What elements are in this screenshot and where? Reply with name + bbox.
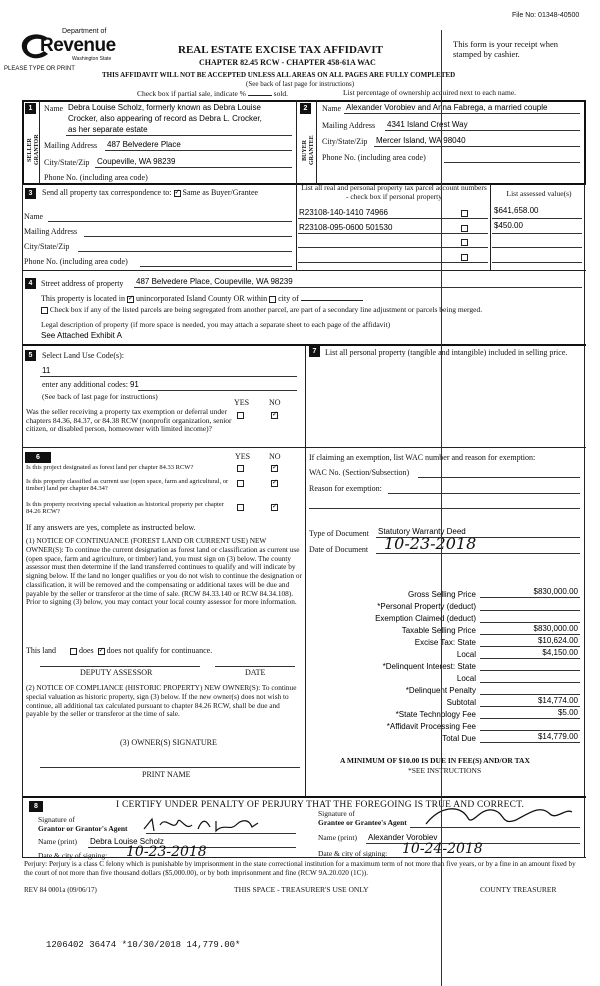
s4-segregated-label: Check box if any of the listed parcels are being segregated from another parcel, are part of a secondary line adjustment or parcels being merged. [49, 305, 483, 314]
unincorporated-checkbox[interactable] [127, 296, 134, 303]
s7-doc-date-label: Date of Document [309, 545, 369, 554]
s7-reason: Reason for exemption: [309, 484, 382, 493]
tax-minimum: A MINIMUM OF $10.00 IS DUE IN FEE(S) AND/OR TAX [340, 756, 530, 765]
s6-yes-label: YES [235, 452, 251, 461]
s4-unincorporated-label: unincorporated Island County OR within [135, 294, 268, 303]
s4-located-label: This property is located in [41, 294, 125, 303]
s3-city-label: City/State/Zip [24, 242, 70, 251]
ownership-note: List percentage of ownership acquired next to each name. [343, 88, 517, 97]
partial-pct-field[interactable] [248, 95, 272, 96]
s3-send-row [42, 188, 258, 197]
buyer-city[interactable]: Mercer Island, WA 98040 [376, 136, 466, 145]
s6-does-not-checkbox[interactable] [98, 648, 105, 655]
grantee-sig-label-1: Signature of [318, 809, 355, 818]
s6-q1-yes[interactable] [237, 465, 244, 472]
grantee-name[interactable]: Alexander Vorobiev [368, 833, 438, 842]
s5-see-back: (See back of last page for instructions) [42, 392, 158, 401]
parcel-personal-checkbox-3[interactable] [461, 239, 468, 246]
s5-land-use-label: Select Land Use Code(s): [42, 351, 124, 360]
grantor-sig-label-2: Grantor or Grantor's Agent [38, 824, 128, 833]
s6-q1: Is this project designated as forest land per chapter 84.33 RCW? [26, 464, 194, 471]
s5-additional-row [42, 380, 139, 389]
s5-exemption-no[interactable] [271, 412, 278, 419]
s6-q2-yes[interactable] [237, 480, 244, 487]
s4-segregated-row [41, 306, 482, 315]
s2-name-label: Name [322, 104, 342, 113]
parcel-number-1[interactable]: R23108-140-1410 74966 [299, 208, 388, 217]
s2-phone-label: Phone No. (including area code) [322, 153, 426, 162]
s4-city-of-label: city of [278, 294, 299, 303]
logo-word: Revenue [40, 35, 116, 56]
grantor-sig-label-1: Signature of [38, 815, 75, 824]
grantor-name[interactable]: Debra Louise Scholz [90, 837, 164, 846]
assessed-header: List assessed value(s) [506, 189, 572, 198]
parcel-personal-checkbox-4[interactable] [461, 254, 468, 261]
tax-label-0: Gross Selling Price [407, 590, 476, 599]
land-use-code[interactable]: 11 [42, 366, 51, 375]
s7-personal-property: List all personal property (tangible and intangible) included in selling price. [325, 348, 568, 357]
section-3-number: 3 [25, 188, 36, 199]
tax-value-10[interactable]: $5.00 [557, 708, 578, 717]
s6-does-not-label: does not [106, 646, 134, 655]
s1-name-label: Name [44, 104, 64, 113]
s3-same-as-label: Same as Buyer/Grantee [182, 188, 259, 197]
s6-q3-yes[interactable] [237, 504, 244, 511]
tax-label-10: *State Technology Fee [395, 710, 476, 719]
seller-grantor-label: SELLER GRANTOR [27, 134, 40, 166]
s4-legal-label: Legal description of property (if more space is needed, you may attach a separate sheet to each page of the affidavit) [41, 320, 391, 329]
s7-wac-no: WAC No. (Section/Subsection) [309, 468, 410, 477]
tax-label-4: Excise Tax: State [414, 638, 476, 647]
s6-q2-no[interactable] [271, 480, 278, 487]
document-date[interactable]: 10-23-2018 [384, 534, 477, 553]
legal-description[interactable]: See Attached Exhibit A [41, 331, 122, 340]
buyer-mailing[interactable]: 4341 Island Crest Way [387, 120, 468, 129]
form-title: REAL ESTATE EXCISE TAX AFFIDAVIT [178, 44, 383, 56]
logo-line1: Department of [62, 28, 107, 35]
partial-sale-row [137, 90, 288, 99]
additional-codes[interactable]: 91 [129, 380, 139, 389]
section-7-number: 7 [309, 346, 320, 357]
perjury-notice: Perjury: Perjury is a class C felony which is punishable by imprisonment in the state correctional institution for a maximum term of not more than five years, or by a fine in an amount fixed by the court of not more than five thousand dollars ($5,000.00), or by both imprisonment and fine (RCW 9A.20.020 (1C)). [24, 860, 576, 877]
s6-notice-compliance: (2) NOTICE OF COMPLIANCE (HISTORIC PROPERTY) NEW OWNER(S): To continue special valuation as historic property, sign (3) below. If the new owner(s) does not wish to continue, all additional tax calculated pursuant to chapter 84.26 RCW, shall be due and payable by the seller or transferor at the time of sale. [26, 683, 297, 719]
grantor-name-label: Name (print) [38, 837, 77, 846]
segregated-checkbox[interactable] [41, 307, 48, 314]
treasurer-stamp: 1206402 36474 *10/30/2018 14,779.00* [46, 940, 241, 950]
s1-mailing-label: Mailing Address [44, 141, 98, 150]
s6-q3: Is this property receiving special valuation as historical property per chapter 84.26 RCW? [26, 501, 224, 516]
city-of-checkbox[interactable] [269, 296, 276, 303]
parcel-number-2[interactable]: R23108-095-0600 501530 [299, 223, 393, 232]
tax-value-0[interactable]: $830,000.00 [533, 587, 578, 596]
s1-city-label: City/State/Zip [44, 158, 90, 167]
grantee-sig-label-2: Grantee or Grantee's Agent [318, 818, 407, 827]
certify-statement: I CERTIFY UNDER PENALTY OF PERJURY THAT THE FOREGOING IS TRUE AND CORRECT. [116, 800, 525, 810]
grantee-date[interactable]: 10-24-2018 [402, 841, 483, 857]
county-treasurer: COUNTY TREASURER [480, 885, 557, 894]
s6-qualify-label: qualify for continuance. [135, 646, 213, 655]
partial-sale-label: Check box if partial sale, indicate % [137, 89, 246, 98]
buyer-name[interactable]: Alexander Vorobiev and Anna Fabrega, a married couple [346, 103, 548, 112]
s3-phone-label: Phone No. (including area code) [24, 257, 128, 266]
revenue-logo [18, 28, 118, 70]
grantee-signature-icon[interactable] [420, 800, 580, 830]
city-of-field[interactable] [301, 300, 363, 301]
s6-continuance-row [26, 646, 212, 655]
s6-print-name: PRINT NAME [142, 770, 191, 779]
logo-line3: Washington State [72, 56, 112, 62]
parcel-value-1[interactable]: $641,658.00 [494, 206, 539, 215]
tax-value-3[interactable]: $830,000.00 [533, 624, 578, 633]
s6-q2: Is this property classified as current use (open space, farm and agricultural, or timber) land per chapter 84.34? [26, 478, 229, 493]
tax-label-2: Exemption Claimed (deduct) [375, 614, 476, 623]
s3-name-label: Name [24, 212, 44, 221]
warning: THIS AFFIDAVIT WILL NOT BE ACCEPTED UNLESS ALL AREAS ON ALL PAGES ARE FULLY COMPLETED [102, 71, 456, 79]
grantor-signature-icon[interactable] [140, 811, 290, 837]
s7-wac-claim: If claiming an exemption, list WAC number and reason for exemption: [309, 453, 536, 462]
s6-any-yes: If any answers are yes, complete as instructed below. [26, 523, 196, 532]
s5-no-label: NO [269, 398, 281, 407]
tax-label-6: *Delinquent Interest: State [382, 662, 476, 671]
tax-value-4[interactable]: $10,624.00 [537, 636, 578, 645]
s6-q1-no[interactable] [271, 465, 278, 472]
tax-see-instructions: *SEE INSTRUCTIONS [408, 766, 482, 775]
tax-label-3: Taxable Selling Price [401, 626, 476, 635]
s6-deputy-assessor: DEPUTY ASSESSOR [80, 668, 153, 677]
seller-name-2[interactable]: Crocker, also appearing of record as Debra L. Crocker, [68, 114, 262, 123]
tax-label-12: Total Due [442, 734, 476, 743]
s6-does-label: does [79, 646, 94, 655]
section-5-number: 5 [25, 350, 36, 361]
s5-yes-label: YES [234, 398, 250, 407]
seller-name[interactable]: Debra Louise Scholz, formerly known as Debra Louise [68, 103, 261, 112]
s7-doc-type-label: Type of Document [309, 529, 369, 538]
same-as-buyer-checkbox[interactable] [174, 190, 181, 197]
s6-this-land: This land [26, 646, 56, 655]
receipt-note: This form is your receipt when stamped by cashier. [453, 39, 559, 59]
grantee-date-label: Date & city of signing: [318, 849, 388, 858]
tax-value-5[interactable]: $4,150.00 [542, 648, 578, 657]
please-type: PLEASE TYPE OR PRINT [4, 66, 75, 72]
treasurer-space: THIS SPACE - TREASURER'S USE ONLY [234, 885, 369, 894]
seller-city[interactable]: Coupeville, WA 98239 [97, 157, 176, 166]
document-type[interactable]: Statutory Warranty Deed [378, 527, 466, 536]
see-back-note: (See back of last page for instructions) [246, 80, 355, 88]
section-1-number: 1 [25, 103, 36, 114]
s2-city-label: City/State/Zip [322, 137, 368, 146]
file-number: File No: 01348-40500 [512, 12, 580, 19]
tax-label-5: Local [456, 650, 476, 659]
s3-mailing-label: Mailing Address [24, 227, 78, 236]
tax-label-1: *Personal Property (deduct) [377, 602, 476, 611]
tax-label-8: *Delinquent Penalty [405, 686, 476, 695]
form-revision: REV 84 0001a (09/06/17) [24, 886, 97, 894]
seller-name-3[interactable]: as her separate estate [68, 125, 148, 134]
section-6-number: 6 [25, 452, 51, 463]
parcel-personal-checkbox-2[interactable] [461, 225, 468, 232]
tax-label-7: Local [456, 674, 476, 683]
s3-send-label: Send all property tax correspondence to: [42, 188, 172, 197]
s1-phone-label: Phone No. (including area code) [44, 173, 148, 182]
tax-label-9: Subtotal [446, 698, 476, 707]
s4-location-row [41, 294, 363, 303]
s6-does-checkbox[interactable] [70, 648, 77, 655]
partial-sold-label: sold. [273, 89, 289, 98]
s6-owner-signature: (3) OWNER(S) SIGNATURE [120, 738, 217, 747]
form-subtitle: CHAPTER 82.45 RCW - CHAPTER 458-61A WAC [199, 58, 376, 67]
parcel-personal-checkbox-1[interactable] [461, 210, 468, 217]
s6-notice-continuance: (1) NOTICE OF CONTINUANCE (FOREST LAND OR CURRENT USE) NEW OWNER(S): To continue the current designation as forest land or classification as current use (open space, farm and agriculture, or timber) land, you must sign on (3) below. The county assessor must then determine if the land transferred continues to qualify and will indicate by signing below. If the land no longer qualifies or you do not wish to continue the designation or classification, it will be removed and the compensating or additional taxes will be due and payable by the seller or transferor at the time of sale. (RCW 84.33.140 or RCW 84.34.108). Prior to signing (3) below, you may contact your local county assessor for more information. [26, 536, 302, 607]
seller-mailing[interactable]: 487 Belvedere Place [107, 140, 181, 149]
grantee-name-label: Name (print) [318, 833, 357, 842]
section-8-number: 8 [29, 801, 43, 812]
s5-exemption-yes[interactable] [237, 412, 244, 419]
s5-additional-label: enter any additional codes: [42, 380, 128, 389]
buyer-grantee-label: BUYER GRANTEE [302, 135, 315, 165]
s4-street-label: Street address of property [41, 279, 124, 288]
grantor-date-label: Date & city of signing: [38, 851, 108, 860]
parcel-value-2[interactable]: $450.00 [494, 221, 523, 230]
tax-value-12[interactable]: $14,779.00 [537, 732, 578, 741]
property-street[interactable]: 487 Belvedere Place, Coupeville, WA 98239 [136, 277, 293, 286]
section-4-number: 4 [25, 278, 36, 289]
tax-value-9[interactable]: $14,774.00 [537, 696, 578, 705]
s5-exemption-question: Was the seller receiving a property tax exemption or deferral under chapters 84.36, 84.37, or 84.38 RCW (nonprofit organization, senior citizen, or disabled person, homeowner with limited income)? [26, 407, 232, 434]
section-2-number: 2 [300, 103, 311, 114]
s6-date-label: DATE [245, 668, 266, 677]
s2-mailing-label: Mailing Address [322, 121, 376, 130]
s6-no-label: NO [269, 452, 281, 461]
tax-label-11: *Affidavit Processing Fee [386, 722, 476, 731]
grantor-date[interactable]: 10-23-2018 [126, 844, 207, 860]
parcels-header: List all real and personal property tax parcel account numbers - check box if personal property [301, 183, 487, 201]
s6-q3-no[interactable] [271, 504, 278, 511]
